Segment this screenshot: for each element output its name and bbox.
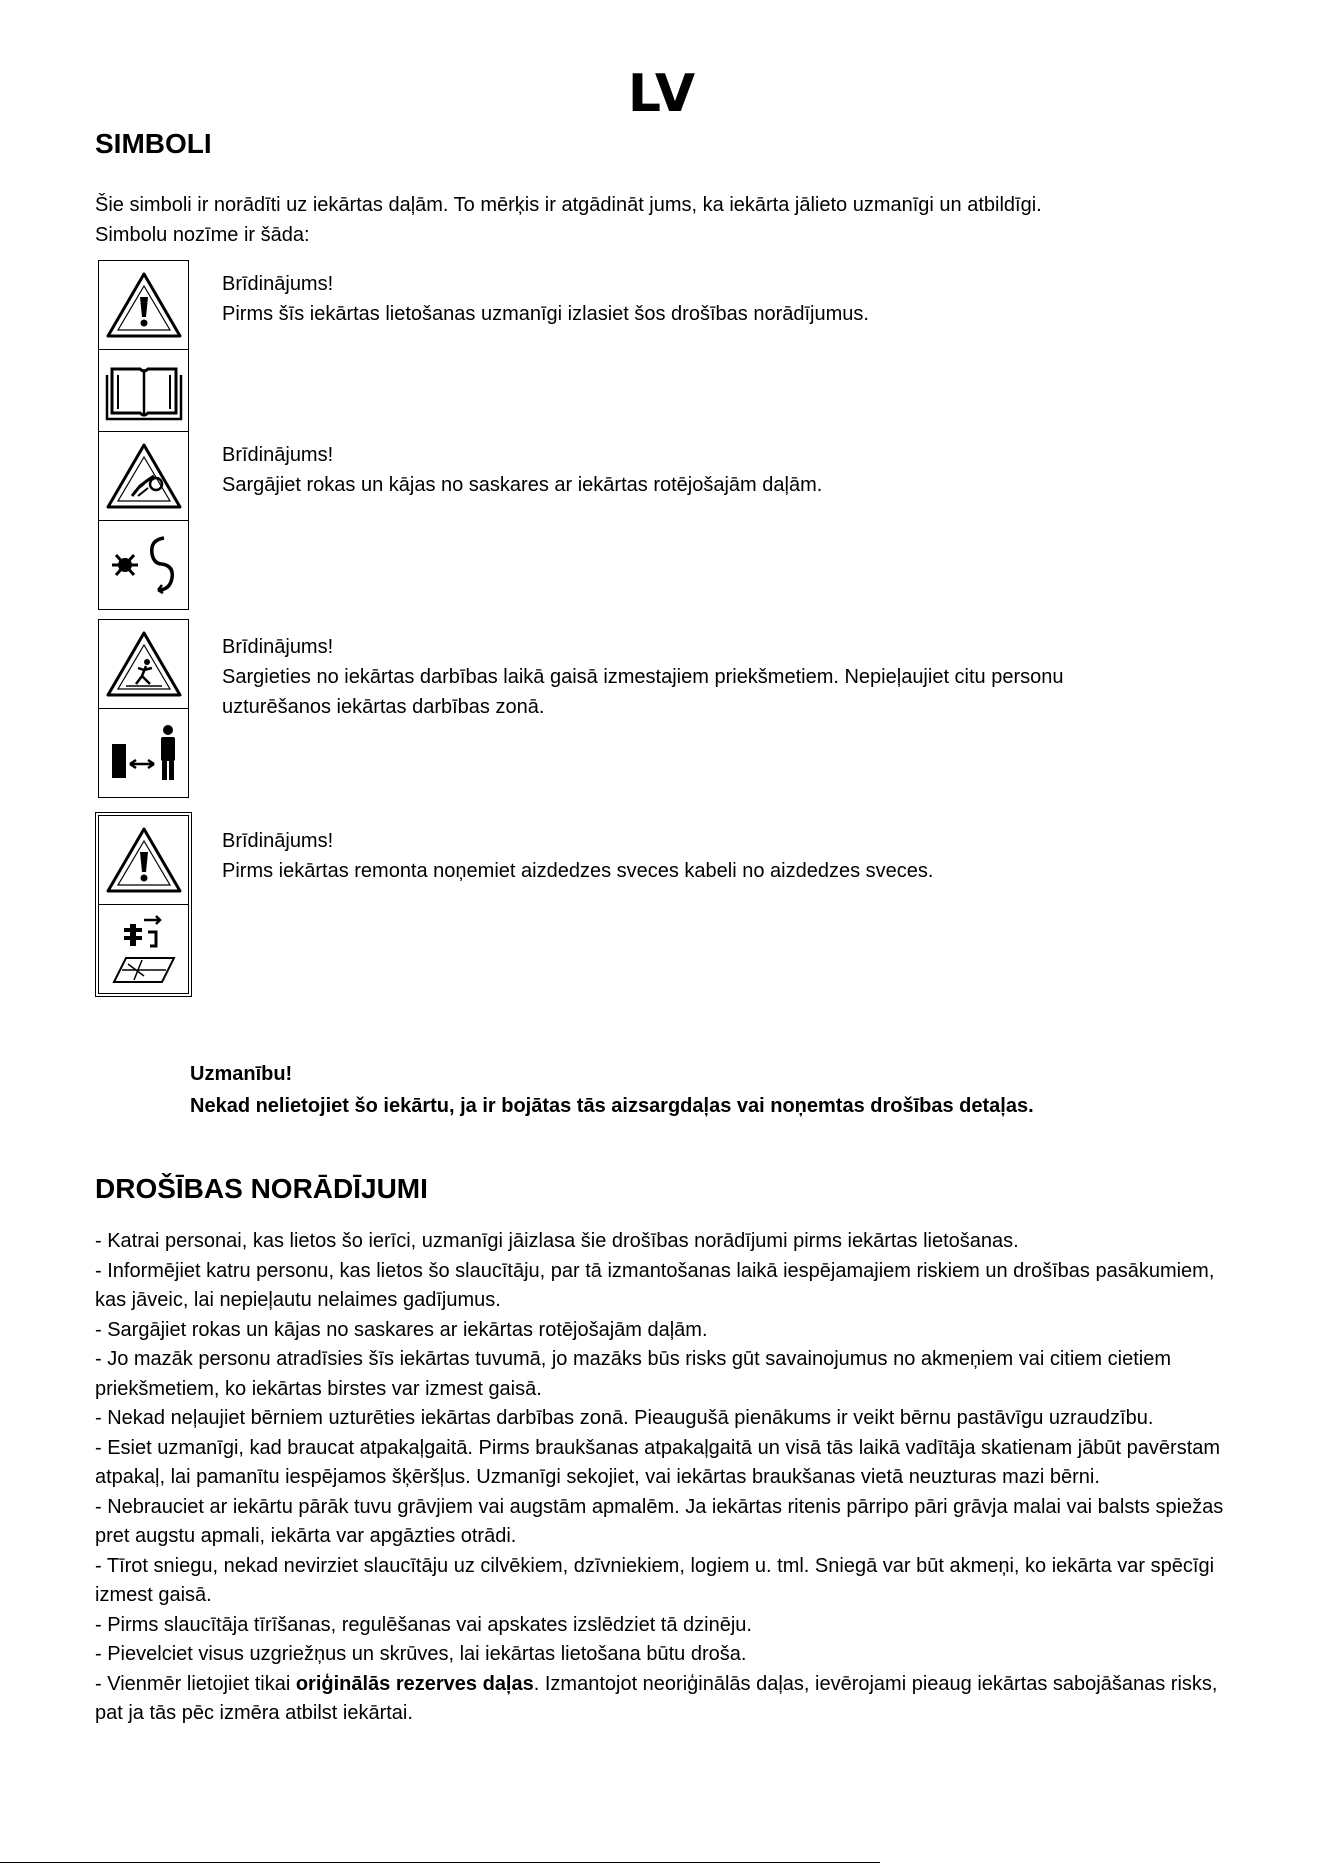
safety-rule: - Esiet uzmanīgi, kad braucat atpakaļgaitā. Pirms braukšanas atpakaļgaitā un visā tās laikā vadītāja skatienam jābūt pavērstam atpakaļ, lai pamanītu iespējamos šķēršļus. Uzmanīgi sekojiet, vai iekārtas braukšanas vietā neuzturas mazi bērni. (95, 1436, 1221, 1488)
safety-rule: - Sargājiet rokas un kājas no saskares ar iekārtas rotējošajām daļām. (95, 1318, 708, 1341)
language-code: LV (627, 64, 697, 124)
intro-line: Šie simboli ir norādīti uz iekārtas daļām. To mērķis ir atgādināt jums, ka iekārta jālieto uzmanīgi un atbildīgi. (95, 194, 1042, 216)
symbol-text: Sargieties no iekārtas darbības laikā gaisā izmestajiem priekšmetiem. Nepieļaujiet citu personu (222, 666, 1064, 688)
footer-divider (0, 1862, 880, 1863)
symbol-box-read-manual (98, 260, 189, 439)
safety-rule: - Nebrauciet ar iekārtu pārāk tuvu grāvjiem vai augstām apmalēm. Ja iekārtas ritenis pārripo pāri grāvja malai vai balsts spiežas pret augstu apmali, iekārta var apgāzties otrādi. (95, 1495, 1224, 1547)
symbol-description-2 (222, 440, 822, 500)
caution-title: Uzmanību! (190, 1063, 293, 1085)
warning-label: Brīdinājums! (222, 636, 334, 658)
safety-rule: - Informējiet katru personu, kas lietos šo slaucītāju, par tā izmantošanas laikā iespējamajiem riskiem un drošības pasākumiem, kas jāveic, lai nepieļautu nelaimes gadījumus. (95, 1259, 1215, 1311)
thrown-objects-warning-icon (99, 620, 188, 708)
disconnect-spark-plug-manual-icon (99, 904, 188, 993)
safety-rule: - Tīrot sniegu, nekad nevirziet slaucītāju uz cilvēkiem, dzīvniekiem, logiem u. tml. Sniegā var būt akmeņi, ko iekārta var spēcīgi izmest gaisā. (95, 1554, 1215, 1606)
intro-line: Simbolu nozīme ir šāda: (95, 224, 310, 246)
keep-bystanders-away-icon (99, 708, 188, 797)
safety-section-title: DROŠĪBAS NORĀDĪJUMI (95, 1173, 428, 1204)
read-manual-book-icon (99, 349, 188, 438)
symbol-description-1 (222, 269, 869, 329)
safety-rule: - Nekad neļaujiet bērniem uzturēties iekārtas darbības zonā. Pieaugušā pienākums ir veikt bērnu pastāvīgu uzraudzību. (95, 1407, 1154, 1429)
symbols-section-title: SIMBOLI (95, 128, 212, 159)
rule-text: - Vienmēr lietojiet tikai (95, 1672, 296, 1695)
symbols-intro (95, 190, 1042, 250)
warning-triangle-icon (99, 261, 188, 349)
warning-label: Brīdinājums! (222, 273, 334, 295)
safety-rule-original-parts (95, 1670, 1245, 1729)
symbol-box-spark-plug (98, 815, 189, 994)
warning-label: Brīdinājums! (222, 444, 334, 466)
keep-hands-away-rotating-parts-icon (99, 520, 188, 609)
symbol-text: uzturēšanos iekārtas darbības zonā. (222, 696, 545, 718)
caution-notice (190, 1058, 1034, 1122)
hand-injury-warning-icon (99, 432, 188, 520)
symbol-box-rotating-parts (98, 431, 189, 610)
symbol-text: Sargājiet rokas un kājas no saskares ar iekārtas rotējošajām daļām. (222, 474, 823, 496)
safety-rule: - Pievelciet visus uzgriežņus un skrūves, lai iekārtas lietošana būtu droša. (95, 1643, 747, 1665)
safety-rule: - Jo mazāk personu atradīsies šīs iekārtas tuvumā, jo mazāks būs risks gūt savainojumus no akmeņiem vai citiem cietiem priekšmetiem, ko iekārtas birstes var izmest gaisā. (95, 1348, 1171, 1400)
warning-label: Brīdinājums! (222, 830, 334, 852)
caution-text: Nekad nelietojiet šo iekārtu, ja ir bojātas tās aizsargdaļas vai noņemtas drošības detaļas. (190, 1095, 1034, 1117)
safety-rules-list (95, 1227, 1245, 1729)
symbol-text: Pirms iekārtas remonta noņemiet aizdedzes sveces kabeli no aizdedzes sveces. (222, 860, 934, 882)
symbol-description-4 (222, 826, 933, 886)
rule-emphasis: oriģinālās rezerves daļas (295, 1672, 534, 1695)
symbol-box-thrown-objects (98, 619, 189, 798)
rule-text: . Izmantojot neoriģinālās daļas, ievērojami pieaug iekārtas sabojāšanas risks, pat ja tās pēc izmēra atbilst iekārtai. (95, 1672, 1218, 1724)
warning-triangle-icon (99, 816, 188, 904)
safety-rule: - Pirms slaucītāja tīrīšanas, regulēšanas vai apskates izslēdziet tā dzinēju. (95, 1613, 752, 1636)
safety-rule: - Katrai personai, kas lietos šo ierīci, uzmanīgi jāizlasa šie drošības norādījumi pirms iekārtas lietošanas. (95, 1230, 1019, 1252)
symbol-description-3 (222, 632, 1064, 722)
symbol-text: Pirms šīs iekārtas lietošanas uzmanīgi izlasiet šos drošības norādījumus. (222, 303, 869, 325)
